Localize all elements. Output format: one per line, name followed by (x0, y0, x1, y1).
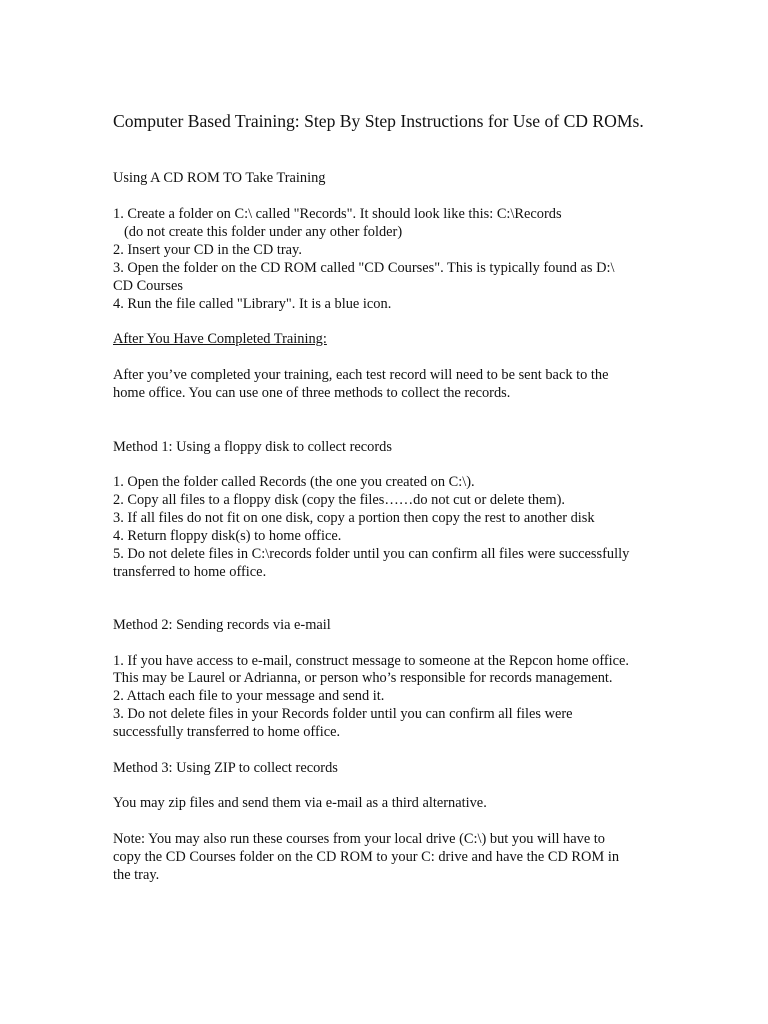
instruction-line: 5. Do not delete files in C:\records folder until you can confirm all files were successfully (113, 546, 630, 562)
note-line: the tray. (113, 867, 160, 883)
document-title: Computer Based Training: Step By Step Instructions for Use of CD ROMs. (113, 111, 644, 131)
paragraph-line: home office. You can use one of three methods to collect the records. (113, 385, 511, 401)
method-3-heading: Method 3: Using ZIP to collect records (113, 760, 338, 776)
instruction-line: successfully transferred to home office. (113, 724, 341, 740)
instruction-line: 3. Open the folder on the CD ROM called "CD Courses". This is typically found as D:\ (113, 260, 615, 276)
note-line: copy the CD Courses folder on the CD ROM to your C: drive and have the CD ROM in (113, 849, 620, 865)
instruction-line: 2. Attach each file to your message and send it. (113, 688, 385, 704)
instruction-line: CD Courses (113, 278, 183, 294)
paragraph-line: After you’ve completed your training, each test record will need to be sent back to the (113, 367, 609, 383)
note-line: Note: You may also run these courses from your local drive (C:\) but you will have to (113, 831, 605, 847)
method-2-heading: Method 2: Sending records via e-mail (113, 617, 331, 633)
instruction-line: transferred to home office. (113, 564, 267, 580)
instruction-line: 1. Create a folder on C:\ called "Records". It should look like this: C:\Records (113, 206, 562, 222)
method-1-heading: Method 1: Using a floppy disk to collect records (113, 439, 392, 455)
instruction-line: (do not create this folder under any other folder) (124, 224, 403, 240)
instruction-line: 1. If you have access to e-mail, construct message to someone at the Repcon home office. (113, 653, 630, 669)
instruction-line: 4. Run the file called "Library". It is a blue icon. (113, 296, 392, 312)
instruction-line: 3. If all files do not fit on one disk, copy a portion then copy the rest to another disk (113, 510, 595, 526)
instruction-line: 3. Do not delete files in your Records folder until you can confirm all files were (113, 706, 573, 722)
instruction-line: 1. Open the folder called Records (the one you created on C:\). (113, 474, 475, 490)
section-heading-after-training: After You Have Completed Training: (113, 331, 327, 347)
instruction-line: 2. Copy all files to a floppy disk (copy the files……do not cut or delete them). (113, 492, 566, 508)
instruction-line: This may be Laurel or Adrianna, or person who’s responsible for records management. (113, 670, 613, 686)
paragraph-line: You may zip files and send them via e-mail as a third alternative. (113, 795, 487, 811)
section-heading-using-cd-rom: Using A CD ROM TO Take Training (113, 170, 326, 186)
instruction-line: 4. Return floppy disk(s) to home office. (113, 528, 342, 544)
instruction-line: 2. Insert your CD in the CD tray. (113, 242, 302, 258)
